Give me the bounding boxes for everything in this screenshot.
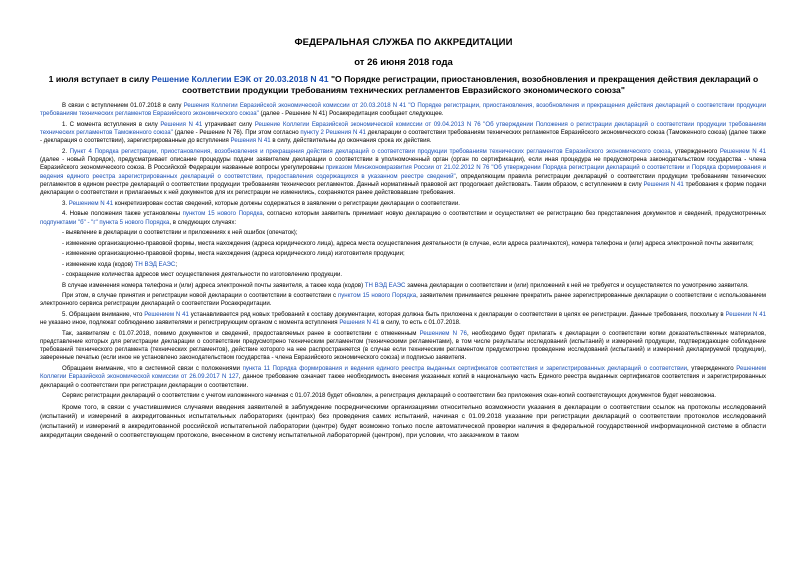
decision-41-full-link[interactable]: Решения Коллегии Евразийской экономической комиссии от 20.03.2018 N 41 "О Порядке регистрации, приостановления, возобновления и прекращения действия деклараций о соответствии продукции требованиям технических регламентов Евразийского экономического союза" — [40, 102, 767, 118]
decision-76-link[interactable]: Решением N 76 — [419, 329, 467, 337]
decision-41-link[interactable]: Решением N 41 — [144, 310, 189, 318]
text: 3. — [62, 199, 69, 207]
decision-76-link[interactable]: Решение Коллегии Евразийской экономической комиссии от 09.04.2013 N 76 "Об утверждении Положения о регистрации деклараций о соответствии продукции требованиям технических регламентов Таможенного союза" — [40, 120, 766, 137]
text: Так, заявителям с 01.07.2018, помимо документов и сведений, предоставляемых ранее в соответствии с отмененным — [62, 329, 420, 337]
text: 2. — [62, 147, 70, 155]
list-item: - сокращение количества адресов мест осуществления деятельности по изготовлению продукции. — [62, 271, 343, 279]
decision-41-link[interactable]: Решения N 41 — [230, 137, 271, 145]
ministry-order-76-link[interactable]: приказом Минэкономразвития России от 21.02.2012 N 76 "Об утверждении Порядка регистрации деклараций о соответствии и Порядка формирования и ведения единого реестра зарегистрированных деклараций о соответствии, предоставления содержащихся в указанном реестре сведений" — [40, 164, 766, 180]
paragraph-7 — [40, 311, 766, 328]
paragraph-2 — [40, 148, 766, 198]
document-date: от 26 июня 2018 года — [354, 57, 453, 68]
decision-127-link[interactable]: Решением Коллегии Евразийской экономической комиссии от 26.09.2017 N 127 — [40, 364, 767, 381]
tn-ved-link[interactable]: ТН ВЭД ЕАЭС — [364, 281, 406, 289]
text: Обращаем внимание, что в системной связи с положениями — [62, 364, 243, 372]
paragraph-10: Сервис регистрации деклараций о соответствии с учетом изложенного начиная с 01.07.2018 будет обновлен, а регистрация деклараций о соответствии без приложения скан-копий соответствующих документов будет невозможна. — [62, 392, 717, 400]
list-item: - выявление в декларации о соответствии и приложениях к ней ошибок (опечаток); — [62, 229, 298, 237]
order-clause-4-link[interactable]: Пункт 4 Порядка регистрации, приостановления, возобновления и прекращения действия деклараций о соответствии продукции требованиям технических регламентов Евразийского экономического союза — [69, 147, 671, 155]
text: , необходимо будет прилагать к декларации о соответствии копии доказательственных материалов, представление которых для регистрации декларации о соответствии предусмотрено техническим регламентом (техническими регламентами), в том числе результаты исследований (испытаний) и измерений продукции, подтверждающие соблюдение требований технического регламента (технических регламентов), действие которого на нее распространяется (в случае если техническим регламентом предусмотрено проведение исследований (испытаний) и измерений декларируемой продукции), заверенные печатью (если иное не установлено законодательством государства - члена Евразийского экономического союза) и подписью заявителя. — [40, 329, 766, 362]
text: , согласно которым заявитель принимает новую декларацию о соответствии и осуществляет ее регистрацию без представления документов и сведений, предусмотренных — [262, 210, 766, 218]
text: (далее - новый Порядок), предусматривает описание процедуры подачи заявителем декларации о соответствии в уполномоченный орган (орган по сертификации), если иная процедура не предусмотрена законодательством государства - члена Евразийского экономического союза. В Российской Федерации названные вопросы урегулированы — [40, 156, 766, 172]
paragraph-1 — [40, 121, 766, 146]
text: (далее - Решение N 76). При этом согласно — [172, 129, 301, 137]
text: в силу, действительны до окончания срока их действия. — [270, 137, 432, 145]
paragraph-9 — [40, 365, 766, 390]
list-item: - изменение организационно-правовой формы, места нахождения (адреса юридического лица), адреса места осуществления деятельности (в случае, если адреса различаются), номера телефона и (или) адреса электронной почты заявителя; — [62, 239, 754, 247]
paragraph-4 — [40, 210, 766, 227]
text: требования к форме подачи декларации о соответствии и прилагаемых к ней документов для их регистрации не изменились, сохраняются ранее действовавшие требования. — [40, 181, 766, 197]
paragraph-11: Кроме того, в связи с участившимися случаями введения заявителей в заблуждение посредническими организациями относительно возможности указания в декларации о соответствии ссылок на протоколы исследований (испытаний) и измерений в аккредитованных испытательных лабораториях (центрах) без проведения самих испытаний, начиная с 01.09.2018 указание при регистрации деклараций о соответствии протоколов исследований (испытаний) и измерений в аккредитованной российской испытательной лаборатории (центре) будет возможно только после автоматической проверки наличия в федеральной государственной информационной системе в области аккредитации сведений о соответствующем протоколе, внесенном в систему испытательной лабораторией (центром), при условии, что заказчиком в таком — [40, 403, 766, 440]
new-order-clause-5-link[interactable]: подпунктами "б" - "г" пункта 5 нового Порядка — [40, 218, 170, 226]
paragraph-8 — [40, 330, 766, 363]
text: 1. С момента вступления в силу — [62, 120, 161, 128]
text: конкретизирован состав сведений, которые должны содержаться в заявлении о регистрации декларации о соответствии. — [113, 199, 460, 207]
decision-41-link[interactable]: Решением N 41 — [719, 147, 767, 155]
paragraph-6 — [40, 292, 766, 309]
new-order-clause-15-link[interactable]: пунктом 15 нового Порядка — [337, 292, 417, 299]
decision-41-link[interactable]: Решения N 41 — [643, 181, 684, 189]
new-order-clause-15-link[interactable]: пунктом 15 нового Порядка — [182, 210, 263, 218]
text: замена декларации о соответствии и (или) приложений к ней не требуется и осуществляется по усмотрению заявителя. — [405, 281, 749, 289]
subtitle-text: "О Порядке регистрации, приостановления, возобновления и прекращения действия деклараций о соответствии продукции требованиям технических регламентов Евразийского экономического союза" — [182, 74, 759, 95]
decision-41-clause-2-link[interactable]: пункту 2 Решения N 41 — [300, 129, 366, 137]
text: , заявителем принимается решение прекратить ранее зарегистрированные декларации о соответствии с использованием электронного сервиса регистрации деклараций о соответствии Росаккредитации. — [40, 292, 766, 308]
paragraph-3 — [40, 200, 766, 208]
paragraph-intro — [40, 102, 766, 119]
decision-41-link[interactable]: Решением N 41 — [68, 199, 114, 207]
text: не указано иное, подлежат соблюдению заявителями и регистрирующим органом с момента вступления — [40, 319, 340, 327]
text: , данное требование означает также необходимость внесения указанных копий в национальную часть Единого реестра выданных сертификатов соответствия и зарегистрированных деклараций о соответствии при регистрации декларации о соответствии. — [40, 373, 766, 389]
decision-41-link[interactable]: Решении N 41 — [725, 310, 766, 318]
text: ; — [175, 260, 178, 268]
text: утрачивает силу — [202, 120, 255, 128]
text: В связи с вступлением 01.07.2018 в силу — [62, 102, 184, 109]
text: , в следующих случаях: — [169, 218, 237, 226]
text: в силу, то есть с 01.07.2018. — [379, 319, 461, 327]
text: - изменение кода (кодов) — [62, 260, 135, 268]
registry-order-clause-11-link[interactable]: пункта 11 Порядка формирования и ведения единого реестра выданных сертификатов соответствия и зарегистрированных деклараций о соответствии — [242, 364, 688, 372]
decision-41-link[interactable]: Решения N 41 — [339, 319, 380, 327]
list-item — [40, 261, 766, 269]
text: (далее - Решение N 41) Росаккредитация сообщает следующее. — [258, 110, 444, 118]
document-subtitle — [40, 74, 767, 96]
decision-41-link[interactable]: Решение Коллегии ЕЭК от 20.03.2018 N 41 — [151, 74, 329, 84]
text: устанавливается ряд новых требований к составу документации, которая должна быть приложена к декларации о соответствии в целях ее регистрации. Данные требования, поскольку в — [188, 310, 726, 318]
text: При этом, в случае принятия и регистрации новой декларации о соответствии в соответствии с — [62, 292, 338, 299]
text: декларации о соответствии требованиям технических регламентов Евразийского экономического союза (Таможенного союза) (далее также - декларация о соответствии), зарегистрированные до вступления — [40, 129, 766, 145]
text: , утвержденного — [687, 364, 737, 372]
document-body — [40, 102, 766, 443]
paragraph-5 — [40, 282, 766, 290]
text: , определяющим правила регистрации деклараций о соответствии продукции требованиям технических регламентов в едином реестре деклараций о соответствии продукции требованиям технических регламентов. Данный нормативный правовой акт продолжает действовать. Таким образом, с вступлением в силу — [40, 172, 766, 189]
text: В случае изменения номера телефона и (или) адреса электронной почты заявителя, а также кода (кодов) — [62, 281, 365, 289]
tn-ved-link[interactable]: ТН ВЭД ЕАЭС — [134, 260, 176, 268]
text: 4. Новые положения также установлены — [62, 210, 183, 218]
agency-title: ФЕДЕРАЛЬНАЯ СЛУЖБА ПО АККРЕДИТАЦИИ — [294, 37, 513, 48]
decision-41-link[interactable]: Решения N 41 — [160, 120, 203, 128]
list-item: - изменение организационно-правовой формы, места нахождения (адреса юридического лица) изготовителя продукции; — [62, 250, 405, 258]
text: , утвержденного — [670, 147, 720, 155]
subtitle-text: 1 июля вступает в силу — [48, 74, 152, 84]
text: 5. Обращаем внимание, что — [62, 310, 145, 318]
